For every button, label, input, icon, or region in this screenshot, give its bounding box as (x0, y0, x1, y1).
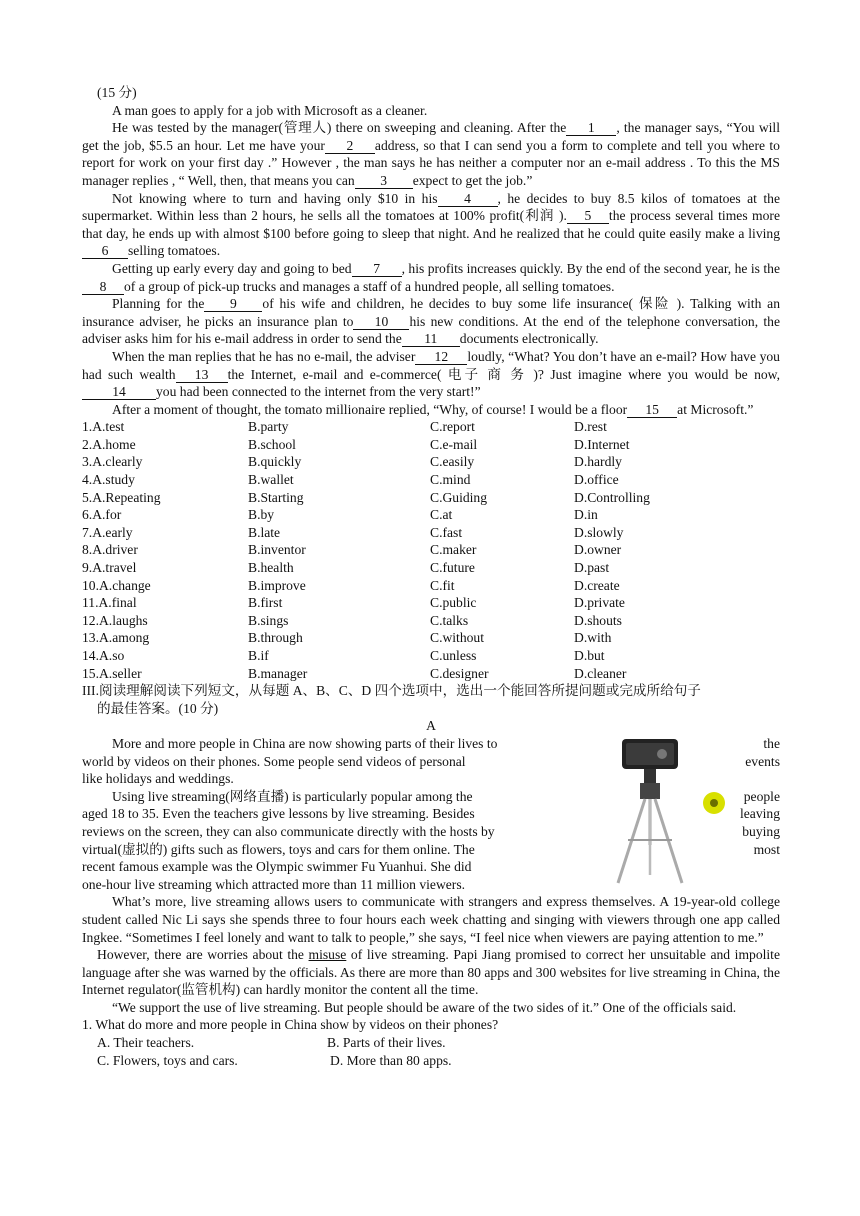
option-14-d[interactable]: D.but (574, 648, 605, 663)
score-label: (15 分) (97, 85, 137, 100)
option-14-a[interactable]: 14.A.so (82, 648, 125, 663)
q1-option-a[interactable]: A. Their teachers. (97, 1035, 195, 1051)
text: buying (742, 823, 780, 839)
text: , his profits increases quickly. By the end of the second year, he is the (401, 260, 780, 276)
text: Not knowing where to turn and having only $10 in his (112, 190, 438, 206)
q1-option-d[interactable]: D. More than 80 apps. (330, 1052, 452, 1068)
text: his new conditions. At the end of the telephone conversation, the adviser asks him for his e-mail address in order to send the (82, 313, 780, 347)
option-1-d[interactable]: D.rest (574, 419, 607, 435)
blank-5[interactable]: 5 (567, 209, 609, 224)
option-2-a[interactable]: 2.A.home (82, 436, 136, 452)
option-row (82, 629, 780, 647)
q1-option-b[interactable]: B. Parts of their lives. (327, 1035, 446, 1051)
option-11-d[interactable]: D.private (574, 595, 625, 611)
option-4-d[interactable]: D.office (574, 472, 619, 488)
option-7-d[interactable]: D.slowly (574, 524, 624, 540)
option-12-c[interactable]: C.talks (430, 612, 469, 628)
text: the (763, 735, 780, 751)
options-table (82, 418, 780, 682)
option-row (82, 453, 780, 471)
blank-10[interactable]: 10 (353, 315, 409, 330)
option-10-a[interactable]: 10.A.change (82, 577, 151, 593)
blank-8[interactable]: 8 (82, 280, 124, 295)
option-2-d[interactable]: D.Internet (574, 436, 630, 452)
blank-14[interactable]: 14 (82, 385, 156, 400)
blank-4[interactable]: 4 (438, 192, 498, 207)
option-12-d[interactable]: D.shouts (574, 612, 622, 628)
option-9-d[interactable]: D.past (574, 560, 610, 576)
option-13-b[interactable]: B.through (248, 630, 303, 646)
option-14-c[interactable]: C.unless (430, 648, 477, 663)
text: virtual(虚拟的) gifts such as flowers, toys and cars for them online. The (82, 841, 475, 857)
text: of his wife and children, he decides to buy some life insurance( 保险 ). Talking with an insurance adviser, he picks an insurance plan to (82, 296, 781, 329)
option-2-b[interactable]: B.school (248, 436, 296, 452)
cloze-paragraph-6 (82, 348, 780, 401)
passage-para-3: What’s more, live streaming allows users to communicate with strangers and express themselves. A 19-year-old college student called Nic Li says she spends three to four hours each week chatting and singing with viewers through one app called Ingkee. “Sometimes I feel lonely and want to talk to people,” she says, “I feel nice when viewers are paying attention to me.” (82, 894, 780, 945)
option-9-b[interactable]: B.health (248, 560, 294, 576)
q1-options-row2 (82, 1052, 780, 1070)
text: Planning for the (112, 296, 205, 312)
text: However, there are worries about the (97, 947, 304, 963)
text: expect to get the job.” (412, 172, 533, 188)
passage-para-5: “We support the use of live streaming. But people should be aware of the two sides of it.” One of the officials said. (112, 999, 737, 1015)
text: most (753, 841, 780, 857)
blank-11[interactable]: 11 (402, 332, 460, 347)
passage-para-1 (82, 735, 780, 788)
text: of a group of pick-up trucks and manages a staff of a hundred people, all selling tomatoes. (124, 278, 615, 294)
text: He was tested by the manager(管理人) there on sweeping and cleaning. After the (112, 120, 567, 136)
text: address, so that I can send you a form to complete and tell you where to report for work on your first day .” However , the man says he has neither a computer nor an e-mail address . To this the MS manager replies , “ Well, then, that means you can (82, 137, 780, 188)
page (82, 84, 780, 1069)
passage-label: A (426, 718, 436, 734)
text: of live streaming. Papi Jiang promised to correct her unsuitable and impolite language after she was warned by the officials. As there are more than 80 apps and 300 websites for live streaming in China, the Internet regulator(监管机构) can hardly monitor the content all the time. (82, 947, 780, 998)
text: Getting up early every day and going to bed (112, 260, 352, 276)
option-1-a[interactable]: 1.A.test (82, 419, 125, 435)
option-2-c[interactable]: C.e-mail (430, 436, 478, 452)
passage-para-2 (82, 788, 780, 894)
text: , he decides to buy 8.5 kilos of tomatoes at the supermarket. Within less than 2 hours, he sells all the tomatoes at 100% profit(利润 ). (82, 190, 780, 224)
text: aged 18 to 35. Even the teachers give lessons by live streaming. Besides (82, 806, 475, 822)
option-3-d[interactable]: D.hardly (574, 454, 622, 470)
option-row (82, 436, 780, 454)
passage-para-4 (82, 946, 780, 999)
text: the process several times more that day, he ends up with almost $100 before going to sleep that night. And he realized that he could quite easily make a living (82, 208, 780, 241)
option-row (82, 489, 780, 507)
text: like holidays and weddings. (82, 771, 234, 787)
blank-3[interactable]: 3 (355, 174, 413, 189)
option-9-a[interactable]: 9.A.travel (82, 560, 137, 576)
text: loudly, “What? You don’t have an e-mail? How have you had such wealth (82, 348, 780, 382)
option-6-d[interactable]: D.in (574, 507, 598, 523)
option-8-b[interactable]: B.inventor (248, 542, 306, 558)
q1-option-c[interactable]: C. Flowers, toys and cars. (97, 1052, 238, 1068)
blank-15[interactable]: 15 (627, 403, 677, 418)
blank-12[interactable]: 12 (415, 350, 467, 365)
option-5-d[interactable]: D.Controlling (574, 489, 650, 505)
option-6-b[interactable]: B.by (248, 507, 275, 523)
option-3-a[interactable]: 3.A.clearly (82, 454, 143, 470)
option-6-c[interactable]: C.at (430, 507, 453, 523)
cloze-paragraph-4 (82, 260, 780, 295)
option-5-a[interactable]: 5.A.Repeating (82, 489, 161, 505)
option-8-a[interactable]: 8.A.driver (82, 542, 138, 558)
text: , the manager says, “You will get the job, $5.5 an hour. Let me have your (82, 120, 780, 153)
text: leaving (739, 806, 780, 822)
option-1-b[interactable]: B.party (248, 419, 289, 435)
text: the Internet, e-mail and e-commerce( 电子 商 务 )? Just imagine where you would be now, (227, 366, 781, 382)
text: at Microsoft.” (677, 401, 754, 417)
option-5-b[interactable]: B.Starting (248, 489, 304, 505)
option-4-a[interactable]: 4.A.study (82, 472, 135, 488)
blank-1[interactable]: 1 (566, 121, 616, 136)
option-14-b[interactable]: B.if (248, 648, 269, 663)
passage-with-image (82, 735, 780, 893)
option-11-c[interactable]: C.public (430, 595, 477, 611)
option-3-c[interactable]: C.easily (430, 454, 475, 470)
text: one-hour live streaming which attracted more than 11 million viewers. (82, 876, 466, 892)
option-10-d[interactable]: D.create (574, 577, 620, 593)
blank-2[interactable]: 2 (325, 139, 375, 154)
option-3-b[interactable]: B.quickly (248, 454, 302, 470)
text: After a moment of thought, the tomato millionaire replied, “Why, of course! I would be a floor (112, 401, 628, 417)
option-row (82, 612, 780, 630)
cloze-paragraph-3 (82, 190, 780, 260)
option-row (82, 594, 780, 612)
text: events (745, 753, 780, 769)
text: More and more people in China are now showing parts of their lives to (112, 735, 498, 751)
cloze-paragraph-5 (82, 295, 780, 348)
option-10-b[interactable]: B.improve (248, 577, 306, 593)
option-row (82, 577, 780, 595)
option-13-c[interactable]: C.without (430, 630, 485, 646)
section3-heading-cont: 的最佳答案。(10 分) (97, 700, 219, 716)
option-7-a[interactable]: 7.A.early (82, 524, 133, 540)
option-10-c[interactable]: C.fit (430, 577, 455, 593)
text: reviews on the screen, they can also communicate directly with the hosts by (82, 823, 495, 839)
option-1-c[interactable]: C.report (430, 419, 475, 435)
text: people (743, 788, 780, 804)
option-row (82, 647, 780, 665)
text: world by videos on their phones. Some people send videos of personal (82, 753, 466, 769)
section3-heading: III.阅读理解阅读下列短文，从每题 A、B、C、D 四个选项中，选出一个能回答所提问题或完成所给句子 (82, 683, 701, 699)
option-row (82, 524, 780, 542)
text: Using live streaming(网络直播) is particularly popular among the (112, 788, 473, 804)
option-4-b[interactable]: B.wallet (248, 472, 294, 488)
option-7-b[interactable]: B.late (248, 524, 281, 540)
option-15-b[interactable]: B.manager (248, 665, 308, 681)
option-7-c[interactable]: C.fast (430, 524, 463, 540)
option-row (82, 665, 780, 683)
option-15-a[interactable]: 15.A.seller (82, 665, 142, 681)
option-4-c[interactable]: C.mind (430, 472, 471, 488)
cloze-paragraph-1: A man goes to apply for a job with Microsoft as a cleaner. (112, 102, 428, 118)
text: you had been connected to the internet from the very start!” (156, 384, 481, 400)
option-8-d[interactable]: D.owner (574, 542, 622, 558)
option-13-a[interactable]: 13.A.among (82, 630, 150, 646)
option-row (82, 471, 780, 489)
blank-9[interactable]: 9 (204, 297, 262, 312)
option-11-b[interactable]: B.first (248, 595, 283, 611)
q1-options-row1 (82, 1034, 780, 1052)
option-15-c[interactable]: C.designer (430, 665, 489, 681)
blank-13[interactable]: 13 (176, 368, 228, 383)
option-12-b[interactable]: B.sings (248, 612, 289, 628)
option-12-a[interactable]: 12.A.laughs (82, 612, 148, 628)
question-1: 1. What do more and more people in China show by videos on their phones? (82, 1017, 499, 1033)
text: When the man replies that he has no e-mail, the adviser (112, 348, 416, 364)
option-6-a[interactable]: 6.A.for (82, 507, 122, 523)
cloze-paragraph-7 (82, 401, 780, 419)
text: documents electronically. (459, 331, 599, 347)
text: selling tomatoes. (128, 243, 221, 259)
option-13-d[interactable]: D.with (574, 630, 612, 646)
blank-6[interactable]: 6 (82, 244, 128, 259)
option-row (82, 418, 780, 436)
option-8-c[interactable]: C.maker (430, 542, 477, 558)
option-row (82, 559, 780, 577)
option-row (82, 506, 780, 524)
option-row (82, 541, 780, 559)
option-9-c[interactable]: C.future (430, 560, 475, 576)
option-11-a[interactable]: 11.A.final (82, 595, 137, 611)
blank-7[interactable]: 7 (352, 262, 402, 277)
option-15-d[interactable]: D.cleaner (574, 665, 627, 681)
underlined-word: misuse (308, 947, 347, 963)
cloze-paragraph-2 (82, 119, 780, 189)
option-5-c[interactable]: C.Guiding (430, 489, 488, 505)
text: recent famous example was the Olympic swimmer Fu Yuanhui. She did (82, 859, 472, 875)
